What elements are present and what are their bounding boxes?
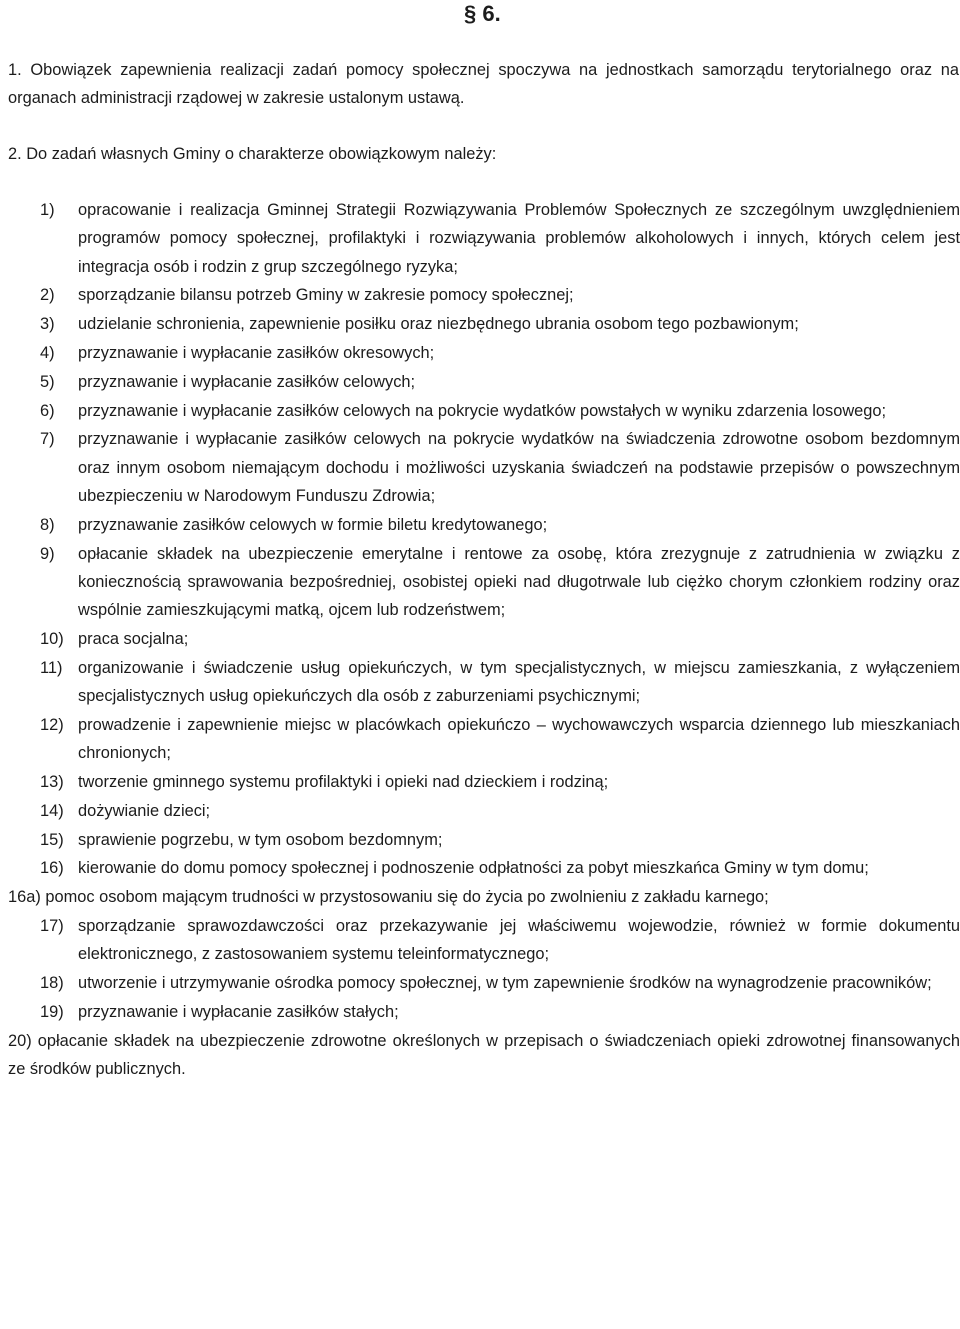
item-number: 9) xyxy=(40,544,55,563)
item-text: przyznawanie i wypłacanie zasiłków okresowych; xyxy=(78,343,435,362)
item-number: 17) xyxy=(40,916,64,935)
list-item xyxy=(40,281,960,309)
item-number: 3) xyxy=(40,315,55,334)
item-text: przyznawanie i wypłacanie zasiłków celowych na pokrycie wydatków na świadczenia zdrowotne osobom bezdomnym oraz innym osobom niemającym dochodu i możliwości uzyskania świadczeń na podstawie przepisów o powszechnym ubezpieczeniu w Narodowym Funduszu Zdrowia; xyxy=(78,430,960,505)
item-text: sprawienie pogrzebu, w tym osobom bezdomnym; xyxy=(78,830,443,849)
list-item xyxy=(40,768,960,796)
list-item xyxy=(40,912,960,969)
item-text: przyznawanie i wypłacanie zasiłków celowych; xyxy=(78,372,416,391)
list-item xyxy=(40,339,960,367)
item-text: utworzenie i utrzymywanie ośrodka pomocy społecznej, w tym zapewnienie środków na wynagrodzenie pracowników; xyxy=(78,974,932,993)
item-number: 8) xyxy=(40,515,55,534)
section-title: § 6. xyxy=(464,1,501,26)
item-number: 1) xyxy=(40,201,55,219)
list-item xyxy=(8,883,960,911)
item-number: 20) xyxy=(8,1031,32,1050)
list-item xyxy=(40,511,960,539)
item-text: opłacanie składek na ubezpieczenie zdrowotne określonych w przepisach o świadczeniach opieki zdrowotnej finansowanych ze środków publicznych. xyxy=(8,1031,960,1078)
item-text: dożywianie dzieci; xyxy=(78,801,211,820)
item-text: organizowanie i świadczenie usług opiekuńczych, w tym specjalistycznych, w miejscu zamieszkania, z wyłączeniem specjalistycznych usług opiekuńczych dla osób z zaburzeniami psychicznymi; xyxy=(78,658,960,706)
paragraph-2: 2. Do zadań własnych Gminy o charakterze obowiązkowym należy: xyxy=(8,145,497,163)
list-item xyxy=(40,196,960,281)
item-text: sporządzanie sprawozdawczości oraz przekazywanie jej właściwemu wojewodzie, również w formie dokumentu elektronicznego, z zastosowaniem systemu teleinformatycznego; xyxy=(78,916,960,964)
list-item xyxy=(40,310,960,338)
item-text: kierowanie do domu pomocy społecznej i podnoszenie odpłatności za pobyt mieszkańca Gminy w tym domu; xyxy=(78,859,869,878)
item-number: 2) xyxy=(40,286,55,305)
list-item xyxy=(40,397,960,425)
item-text: opracowanie i realizacja Gminnej Strategii Rozwiązywania Problemów Społecznych ze szczególnym uwzględnieniem programów pomocy społecznej, profilaktyki i rozwiązywania problemów alkoholowych i innych, których celem jest integracja osób i rodzin z grup szczególnego ryzyka; xyxy=(78,201,960,276)
item-text: opłacanie składek na ubezpieczenie emerytalne i rentowe za osobę, która zrezygnuje z zatrudnienia w związku z koniecznością sprawowania bezpośredniej, osobistej opieki nad długotrwale lub ciężko chorym członkiem rodziny oraz wspólnie zamieszkującymi matką, ojcem lub rodzeństwem; xyxy=(78,544,960,620)
item-number: 11) xyxy=(40,658,63,677)
paragraph-1: 1. Obowiązek zapewnienia realizacji zadań pomocy społecznej spoczywa na jednostkach samorządu terytorialnego oraz na organach administracji rządowej w zakresie ustalonym ustawą. xyxy=(8,61,959,108)
list-item xyxy=(40,826,960,854)
item-text: prowadzenie i zapewnienie miejsc w placówkach opiekuńczo – wychowawczych wsparcia dziennego lub mieszkaniach chronionych; xyxy=(78,715,960,763)
item-number: 14) xyxy=(40,801,64,820)
item-number: 12) xyxy=(40,715,64,734)
list-item xyxy=(40,625,960,653)
item-number: 18) xyxy=(40,974,64,993)
item-number: 19) xyxy=(40,1002,64,1021)
item-number: 6) xyxy=(40,401,55,420)
item-text: udzielanie schronienia, zapewnienie posiłku oraz niezbędnego ubrania osobom tego pozbawionym; xyxy=(78,315,799,334)
list-item xyxy=(40,797,960,825)
item-text: przyznawanie i wypłacanie zasiłków stałych; xyxy=(78,1002,399,1021)
item-number: 16a) xyxy=(8,888,41,907)
item-text: przyznawanie i wypłacanie zasiłków celowych na pokrycie wydatków powstałych w wyniku zdarzenia losowego; xyxy=(78,401,887,420)
list-item xyxy=(8,1027,960,1084)
item-text: tworzenie gminnego systemu profilaktyki i opieki nad dzieckiem i rodziną; xyxy=(78,772,609,791)
list-item xyxy=(40,854,960,882)
item-number: 16) xyxy=(40,859,64,878)
list-item xyxy=(40,998,960,1026)
list-item xyxy=(40,368,960,396)
list-item xyxy=(40,654,960,711)
item-number: 13) xyxy=(40,772,64,791)
item-text: praca socjalna; xyxy=(78,629,189,648)
item-text: przyznawanie zasiłków celowych w formie biletu kredytowanego; xyxy=(78,515,548,534)
list-item xyxy=(40,711,960,768)
duties-list xyxy=(8,196,960,1084)
list-item xyxy=(40,425,960,510)
item-number: 15) xyxy=(40,830,64,849)
item-text: sporządzanie bilansu potrzeb Gminy w zakresie pomocy społecznej; xyxy=(78,286,574,305)
item-text: pomoc osobom mającym trudności w przystosowaniu się do życia po zwolnieniu z zakładu karnego; xyxy=(45,888,769,907)
list-item xyxy=(40,969,960,997)
item-number: 4) xyxy=(40,343,55,362)
item-number: 5) xyxy=(40,372,55,391)
item-number: 7) xyxy=(40,430,55,449)
list-item xyxy=(40,540,960,625)
item-number: 10) xyxy=(40,629,64,648)
